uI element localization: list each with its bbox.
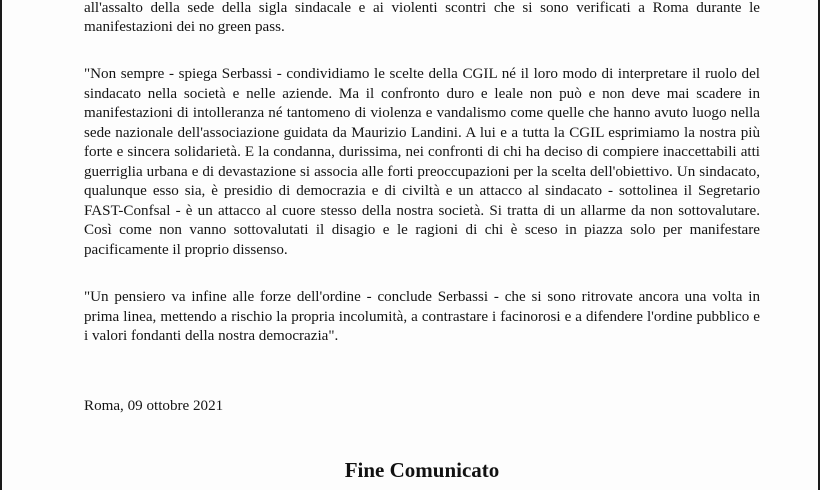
page-border-left: [0, 0, 2, 490]
paragraph-intro: all'assalto della sede della sigla sindacale e ai violenti scontri che si sono verificati a Roma durante le manifestazioni dei no green pass.: [84, 0, 760, 35]
paragraph-quote-serbassi: "Non sempre - spiega Serbassi - condividiamo le scelte della CGIL né il loro modo di interpretare il ruolo del sindacato nella società e nelle aziende. Ma il confronto duro e leale non può e non deve mai scadere in manifestazioni di intolleranza né tantomeno di violenza e vandalismo come quelle che hanno avuto luogo nella sede nazionale dell'associazione guidata da Maurizio Landini. A lui e a tutta la CGIL esprimiamo la nostra più forte e sincera solidarietà. E la condanna, durissima, nei confronti di chi ha deciso di compiere inaccettabili atti guerriglia urbana e di devastazione si associa alle forti preoccupazioni per la scelta dell'obiettivo. Un sindacato, qualunque esso sia, è presidio di democrazia e di civiltà e un attacco al sindacato - sottolinea il Segretario FAST-Confsal - è un attacco al cuore stesso della nostra società. Si tratta di un allarme da non sottovalutare. Così come non vanno sottovalutati il disagio e le ragioni di chi è sceso in piazza solo per manifestare pacificamente il proprio dissenso.: [84, 66, 760, 258]
end-heading: Fine Comunicato: [344, 458, 500, 482]
paragraph-closing-quote: "Un pensiero va infine alle forze dell'ordine - conclude Serbassi - che si sono ritrovate ancora una volta in prima linea, mettendo a rischio la propria incolumità, a contrastare i facinorosi e a difendere l'ordine pubblico e i valori fondanti della nostra democrazia".: [84, 289, 760, 344]
date-line: Roma, 09 ottobre 2021: [84, 398, 224, 414]
